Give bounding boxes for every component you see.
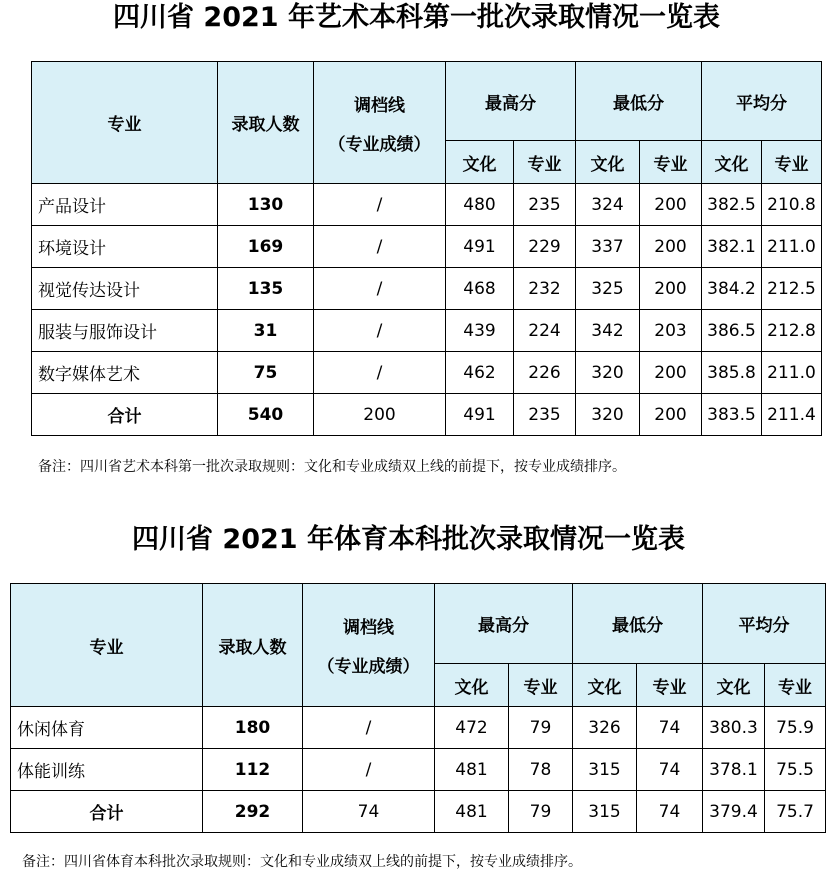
cell-avg-zy: 211.0: [762, 352, 822, 394]
header-row: [11, 584, 826, 664]
header-max: 最高分: [435, 584, 573, 664]
total-avg-zy: 211.4: [762, 394, 822, 436]
cell-max-wh: 481: [435, 749, 509, 791]
table-row: [11, 707, 826, 749]
subheader-min-culture: 文化: [573, 664, 637, 707]
cell-avg-wh: 385.8: [702, 352, 762, 394]
header-avg: 平均分: [703, 584, 826, 664]
subheader-avg-major: 专业: [765, 664, 826, 707]
subheader-avg-culture: 文化: [702, 141, 762, 184]
header-cutoff-line-label: 调档线: [343, 618, 394, 638]
cell-cutoff-line: /: [314, 184, 446, 226]
header-min: 最低分: [576, 62, 702, 141]
table-row: [11, 749, 826, 791]
header-row: [32, 62, 822, 141]
cell-major-name: 产品设计: [32, 184, 218, 226]
total-cutoff-line: 200: [314, 394, 446, 436]
total-count: 540: [218, 394, 314, 436]
cell-avg-wh: 386.5: [702, 310, 762, 352]
subheader-min-culture: 文化: [576, 141, 640, 184]
cell-max-wh: 491: [446, 226, 514, 268]
cell-cutoff-line: /: [314, 226, 446, 268]
total-avg-wh: 379.4: [703, 791, 765, 833]
cell-min-zy: 203: [640, 310, 702, 352]
cell-min-wh: 342: [576, 310, 640, 352]
header-min: 最低分: [573, 584, 703, 664]
cell-min-wh: 315: [573, 749, 637, 791]
header-count: 录取人数: [218, 62, 314, 184]
subheader-min-major: 专业: [640, 141, 702, 184]
cell-major-name: 服装与服饰设计: [32, 310, 218, 352]
total-max-zy: 235: [514, 394, 576, 436]
cell-max-zy: 235: [514, 184, 576, 226]
pe-note: 备注：四川省体育本科批次录取规则：文化和专业成绩双上线的前提下，按专业成绩排序。: [22, 854, 582, 870]
cell-min-zy: 74: [637, 749, 703, 791]
cell-avg-zy: 210.8: [762, 184, 822, 226]
cell-min-zy: 200: [640, 352, 702, 394]
cell-min-zy: 200: [640, 184, 702, 226]
table-row: [32, 184, 822, 226]
cell-min-wh: 337: [576, 226, 640, 268]
header-count: 录取人数: [203, 584, 303, 707]
cell-count: 112: [203, 749, 303, 791]
header-avg: 平均分: [702, 62, 822, 141]
total-label: 合计: [32, 394, 218, 436]
subheader-avg-major: 专业: [762, 141, 822, 184]
cell-min-zy: 200: [640, 268, 702, 310]
cell-major-name: 数字媒体艺术: [32, 352, 218, 394]
cell-max-zy: 226: [514, 352, 576, 394]
cell-max-wh: 439: [446, 310, 514, 352]
cell-major-name: 休闲体育: [11, 707, 203, 749]
cell-avg-wh: 384.2: [702, 268, 762, 310]
cell-count: 75: [218, 352, 314, 394]
subheader-max-culture: 文化: [446, 141, 514, 184]
pe-admission-table: [10, 583, 826, 833]
table-row: [32, 310, 822, 352]
cell-max-zy: 224: [514, 310, 576, 352]
cell-max-wh: 472: [435, 707, 509, 749]
cell-min-zy: 200: [640, 226, 702, 268]
header-major: 专业: [32, 62, 218, 184]
total-min-zy: 200: [640, 394, 702, 436]
cell-cutoff-line: /: [314, 268, 446, 310]
subheader-avg-culture: 文化: [703, 664, 765, 707]
header-cutoff-line-label: 调档线: [354, 95, 405, 116]
cell-max-zy: 79: [509, 707, 573, 749]
cell-major-name: 环境设计: [32, 226, 218, 268]
header-cutoff-line: [314, 62, 446, 184]
cell-avg-zy: 211.0: [762, 226, 822, 268]
cell-avg-wh: 382.1: [702, 226, 762, 268]
total-max-wh: 481: [435, 791, 509, 833]
subheader-max-culture: 文化: [435, 664, 509, 707]
pe-table-title: 四川省 2021 年体育本科批次录取情况一览表: [132, 524, 685, 555]
total-cutoff-line: 74: [303, 791, 435, 833]
total-row: [11, 791, 826, 833]
cell-count: 31: [218, 310, 314, 352]
cell-avg-wh: 378.1: [703, 749, 765, 791]
total-min-zy: 74: [637, 791, 703, 833]
cell-cutoff-line: /: [303, 749, 435, 791]
subheader-max-major: 专业: [514, 141, 576, 184]
total-max-zy: 79: [509, 791, 573, 833]
cell-count: 130: [218, 184, 314, 226]
cell-avg-wh: 382.5: [702, 184, 762, 226]
cell-min-wh: 325: [576, 268, 640, 310]
header-cutoff-line-sub: （专业成绩）: [328, 134, 431, 155]
header-max: 最高分: [446, 62, 576, 141]
cell-max-zy: 78: [509, 749, 573, 791]
cell-avg-zy: 212.5: [762, 268, 822, 310]
subheader-min-major: 专业: [637, 664, 703, 707]
cell-avg-zy: 212.8: [762, 310, 822, 352]
cell-max-zy: 232: [514, 268, 576, 310]
total-min-wh: 315: [573, 791, 637, 833]
header-cutoff-line-sub: （专业成绩）: [317, 657, 420, 677]
cell-max-wh: 462: [446, 352, 514, 394]
cell-major-name: 视觉传达设计: [32, 268, 218, 310]
cell-max-wh: 468: [446, 268, 514, 310]
total-avg-zy: 75.7: [765, 791, 826, 833]
cell-min-wh: 326: [573, 707, 637, 749]
cell-min-wh: 324: [576, 184, 640, 226]
total-count: 292: [203, 791, 303, 833]
total-avg-wh: 383.5: [702, 394, 762, 436]
cell-count: 169: [218, 226, 314, 268]
cell-cutoff-line: /: [303, 707, 435, 749]
table-row: [32, 226, 822, 268]
total-label: 合计: [11, 791, 203, 833]
art-table-title: 四川省 2021 年艺术本科第一批次录取情况一览表: [113, 2, 720, 33]
table-row: [32, 268, 822, 310]
cell-major-name: 体能训练: [11, 749, 203, 791]
table-row: [32, 352, 822, 394]
header-major: 专业: [11, 584, 203, 707]
total-row: [32, 394, 822, 436]
cell-min-zy: 74: [637, 707, 703, 749]
cell-count: 180: [203, 707, 303, 749]
cell-min-wh: 320: [576, 352, 640, 394]
cell-cutoff-line: /: [314, 310, 446, 352]
total-min-wh: 320: [576, 394, 640, 436]
cell-count: 135: [218, 268, 314, 310]
cell-avg-zy: 75.5: [765, 749, 826, 791]
art-admission-table: [31, 61, 822, 436]
art-note: 备注：四川省艺术本科第一批次录取规则：文化和专业成绩双上线的前提下，按专业成绩排序。: [38, 459, 626, 475]
cell-avg-zy: 75.9: [765, 707, 826, 749]
cell-avg-wh: 380.3: [703, 707, 765, 749]
cell-cutoff-line: /: [314, 352, 446, 394]
cell-max-zy: 229: [514, 226, 576, 268]
subheader-max-major: 专业: [509, 664, 573, 707]
total-max-wh: 491: [446, 394, 514, 436]
cell-max-wh: 480: [446, 184, 514, 226]
header-cutoff-line: [303, 584, 435, 707]
